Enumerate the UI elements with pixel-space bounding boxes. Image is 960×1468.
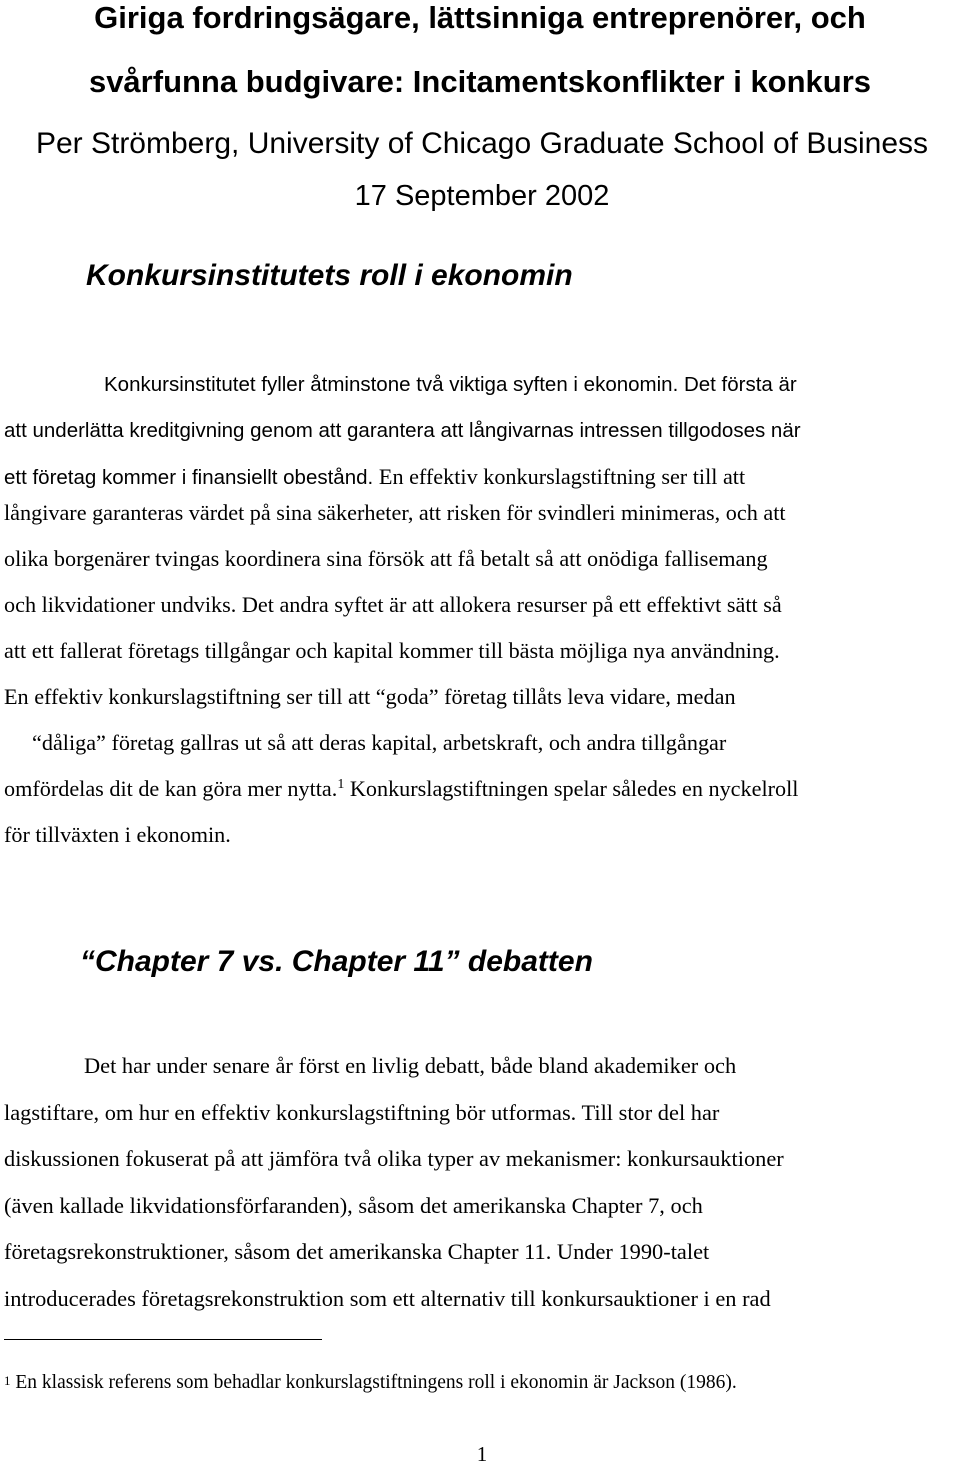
paragraph-line: att underlätta kreditgivning genom att garantera att långivarnas intressen tillgodoses när (4, 419, 801, 442)
footnote-divider (4, 1339, 322, 1340)
page-number: 1 (476, 1442, 488, 1466)
paragraph-line-segment: ett företag kommer i finansiellt obestånd. (4, 466, 379, 489)
paragraph-line-segment: En effektiv konkurslagstiftning ser till att (378, 464, 746, 489)
paragraph-line: att ett fallerat företags tillgångar och kapital kommer till bästa möjliga nya användning. (4, 638, 780, 663)
paragraph-line: för tillväxten i ekonomin. (4, 822, 231, 847)
section-heading-chapter7-vs-chapter11: “Chapter 7 vs. Chapter 11” debatten (80, 945, 593, 978)
paragraph-1-sans (4, 362, 960, 501)
title-line-1: Giriga fordringsägare, lättsinniga entreprenörer, och (94, 0, 866, 35)
paragraph-line: företagsrekonstruktioner, såsom det amerikanska Chapter 11. Under 1990-talet (4, 1239, 710, 1264)
paragraph-line: Det har under senare år först en livlig debatt, både bland akademiker och (84, 1053, 737, 1078)
paragraph-line: olika borgenärer tvingas koordinera sina försök att få betalt så att onödiga fallisemang (4, 546, 768, 571)
footnote-text: En klassisk referens som behadlar konkurslagstiftningens roll i ekonomin är Jackson (1986). (10, 1372, 737, 1393)
paragraph-2 (4, 1043, 960, 1322)
paragraph-line: långivare garanteras värdet på sina säkerheter, att risken för svindleri minimeras, och att (4, 500, 786, 525)
paragraph-line: lagstiftare, om hur en effektiv konkurslagstiftning bör utformas. Till stor del har (4, 1099, 720, 1125)
paragraph-line: “dåliga” företag gallras ut så att deras kapital, arbetskraft, och andra tillgångar (32, 730, 727, 755)
footnote-number: 1 (4, 1373, 11, 1388)
publication-date: 17 September 2002 (354, 180, 610, 212)
paragraph-line: och likvidationer undviks. Det andra syftet är att allokera resurser på ett effektivt sätt så (4, 592, 782, 617)
footnote-reference[interactable]: 1 (337, 777, 345, 792)
paragraph-line (4, 766, 960, 812)
paragraph-line: introducerades företagsrekonstruktion som ett alternativ till konkursauktioner i en rad (4, 1285, 771, 1311)
title-line-2: svårfunna budgivare: Incitamentskonflikter i konkurs (88, 64, 872, 99)
paragraph-line-segment: omfördelas dit de kan göra mer nytta. (4, 776, 338, 801)
section-heading-konkursinstitutet: Konkursinstitutets roll i ekonomin (86, 259, 573, 292)
author-affiliation: Per Strömberg, University of Chicago Graduate School of Business (35, 127, 929, 160)
paragraph-line: diskussionen fokuserat på att jämföra två olika typer av mekanismer: konkursauktioner (4, 1146, 784, 1171)
document-title (0, 0, 960, 112)
paragraph-line-segment: Konkurslagstiftningen spelar således en nyckelroll (344, 776, 799, 801)
paragraph-line: Konkursinstitutet fyller åtminstone två viktiga syften i ekonomin. Det första är (104, 373, 797, 396)
paragraph-line: (även kallade likvidationsförfaranden), såsom det amerikanska Chapter 7, och (4, 1192, 703, 1218)
footnote (4, 1368, 737, 1398)
paragraph-line: En effektiv konkurslagstiftning ser till att “goda” företag tillåts leva vidare, medan (4, 684, 736, 709)
paragraph-1-serif (4, 490, 960, 858)
